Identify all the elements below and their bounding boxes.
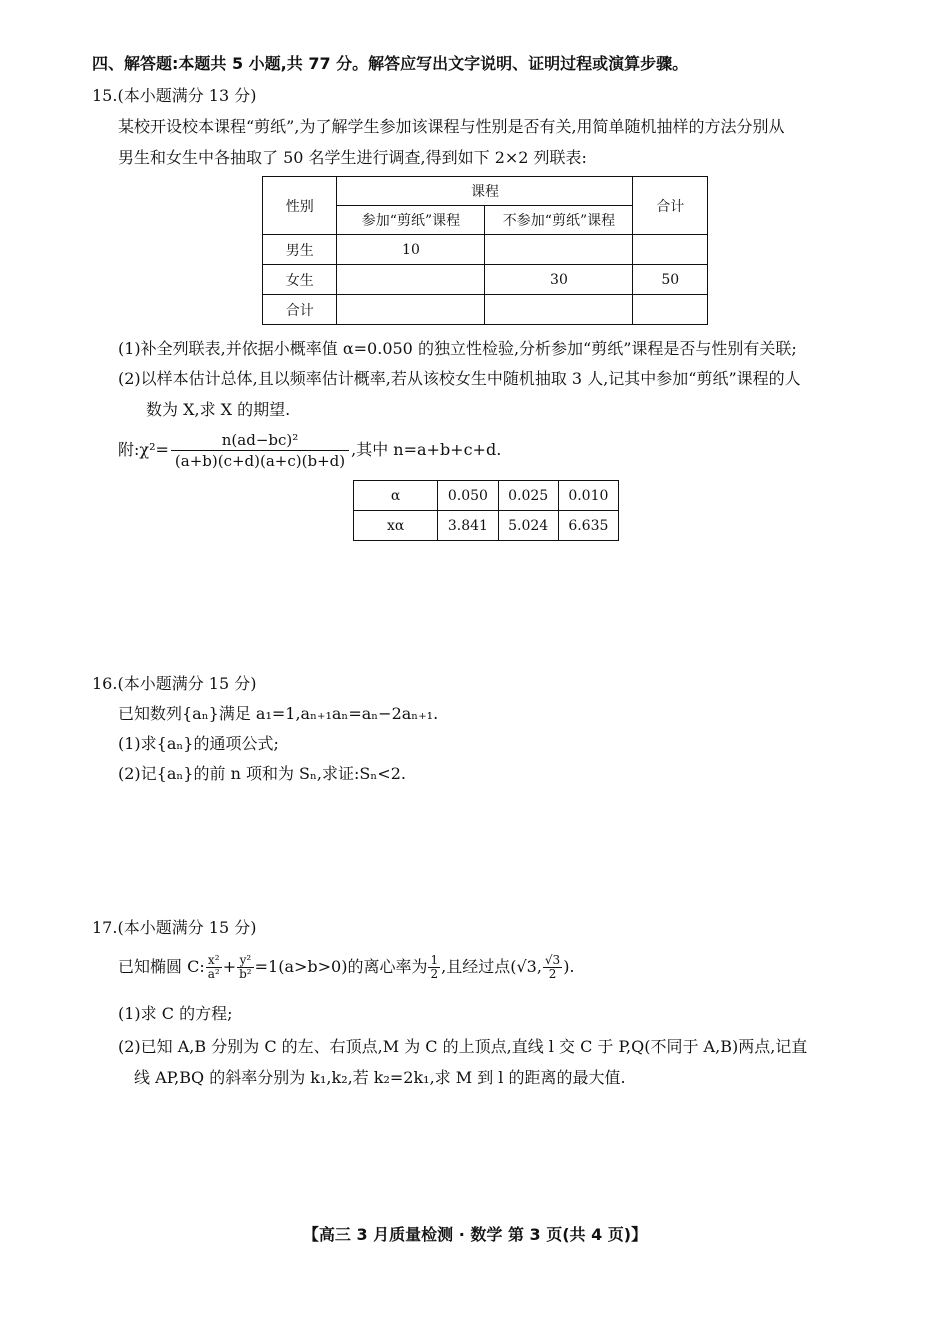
section-heading: 四、解答题:本题共 5 小题,共 77 分。解答应写出文字说明、证明过程或演算步骤。 <box>92 54 689 73</box>
row-label: 女生 <box>263 265 337 295</box>
point-fraction: $\frac{√3}{2}$ <box>544 953 561 981</box>
cell: 0.050 <box>438 481 498 511</box>
q17-intro-point: ,且经过点(√3, <box>441 957 542 976</box>
q17-part2-line1: (2)已知 A,B 分别为 C 的左、右顶点,M 为 C 的上顶点,直线 l 交 C 于 P,Q(不同于 A,B)两点,记直 <box>118 1037 808 1056</box>
cell-notjoin: 30 <box>485 265 633 295</box>
q16-part1: (1)求{aₙ}的通项公式; <box>118 734 279 753</box>
row-label: 合计 <box>263 295 337 325</box>
cell: 6.635 <box>558 511 618 541</box>
cell-total <box>633 235 708 265</box>
q17-intro-mid: =1(a>b>0)的离心率为 <box>254 957 428 976</box>
cell: 5.024 <box>498 511 558 541</box>
formula-suffix: ,其中 n=a+b+c+d. <box>351 440 502 459</box>
chi-square-formula <box>118 430 501 470</box>
cell-join <box>337 265 485 295</box>
q17-part2-line2: 线 AP,BQ 的斜率分别为 k₁,k₂,若 k₂=2k₁,求 M 到 l 的距离的最大值. <box>134 1068 626 1087</box>
table-row <box>354 481 619 511</box>
cell: xα <box>354 511 438 541</box>
eccentricity-fraction: $\frac{1}{2}$ <box>430 953 439 981</box>
formula-numerator: n(ad−bc)² <box>171 431 349 451</box>
cell: α <box>354 481 438 511</box>
header-join: 参加“剪纸”课程 <box>337 206 485 235</box>
q16-intro: 已知数列{aₙ}满足 a₁=1,aₙ₊₁aₙ=aₙ−2aₙ₊₁. <box>118 704 439 723</box>
q15-part2-line2: 数为 X,求 X 的期望. <box>146 400 291 419</box>
formula-prefix: 附:χ²= <box>118 440 169 459</box>
q17-part1: (1)求 C 的方程; <box>118 1004 233 1023</box>
q16-number: 16.(本小题满分 15 分) <box>92 674 257 693</box>
table-row <box>263 265 708 295</box>
y-fraction: $\frac{\text{y²}}{\text{b²}}$ <box>239 953 252 981</box>
critical-value-table <box>353 480 619 541</box>
x-fraction: $\frac{\text{x²}}{\text{a²}}$ <box>207 953 220 981</box>
cell-join: 10 <box>337 235 485 265</box>
cell-notjoin <box>485 235 633 265</box>
table-row <box>354 511 619 541</box>
cell: 0.010 <box>558 481 618 511</box>
header-total: 合计 <box>633 177 708 235</box>
q17-intro: 已知椭圆 C: $\frac{\text{x²}}{\text{a²}}$ + $\frac{\text{y²}}{\text{b²}}$ =1(a>b>0)的离心率为 $\frac{1}{2}$ ,且经过点(√3, $\frac{√3}{2}$ ). <box>118 953 575 981</box>
q17-intro-end: ). <box>563 957 575 976</box>
page-footer: 【高三 3 月质量检测 · 数学 第 3 页(共 4 页)】 <box>302 1225 648 1244</box>
formula-denominator: (a+b)(c+d)(a+c)(b+d) <box>174 452 346 470</box>
table-row <box>263 235 708 265</box>
q15-number: 15.(本小题满分 13 分) <box>92 86 257 105</box>
header-notjoin: 不参加“剪纸”课程 <box>485 206 633 235</box>
q17-number: 17.(本小题满分 15 分) <box>92 918 257 937</box>
q15-intro-line2: 男生和女生中各抽取了 50 名学生进行调查,得到如下 2×2 列联表: <box>118 148 587 167</box>
cell-total: 50 <box>633 265 708 295</box>
row-label: 男生 <box>263 235 337 265</box>
q17-intro-prefix: 已知椭圆 C: <box>118 957 205 976</box>
header-gender: 性别 <box>263 177 337 235</box>
cell-total <box>633 295 708 325</box>
table-row <box>263 295 708 325</box>
cell-notjoin <box>485 295 633 325</box>
cell: 0.025 <box>498 481 558 511</box>
cell-join <box>337 295 485 325</box>
formula-fraction <box>171 431 349 470</box>
q15-intro-line1: 某校开设校本课程“剪纸”,为了解学生参加该课程与性别是否有关,用简单随机抽样的方法分别从 <box>118 117 785 136</box>
q15-part2-line1: (2)以样本估计总体,且以频率估计概率,若从该校女生中随机抽取 3 人,记其中参加“剪纸”课程的人 <box>118 369 801 388</box>
contingency-table <box>262 176 708 325</box>
cell: 3.841 <box>438 511 498 541</box>
q15-part1: (1)补全列联表,并依据小概率值 α=0.050 的独立性检验,分析参加“剪纸”课程是否与性别有关联; <box>118 339 797 358</box>
q16-part2: (2)记{aₙ}的前 n 项和为 Sₙ,求证:Sₙ<2. <box>118 764 406 783</box>
header-course: 课程 <box>337 177 633 206</box>
